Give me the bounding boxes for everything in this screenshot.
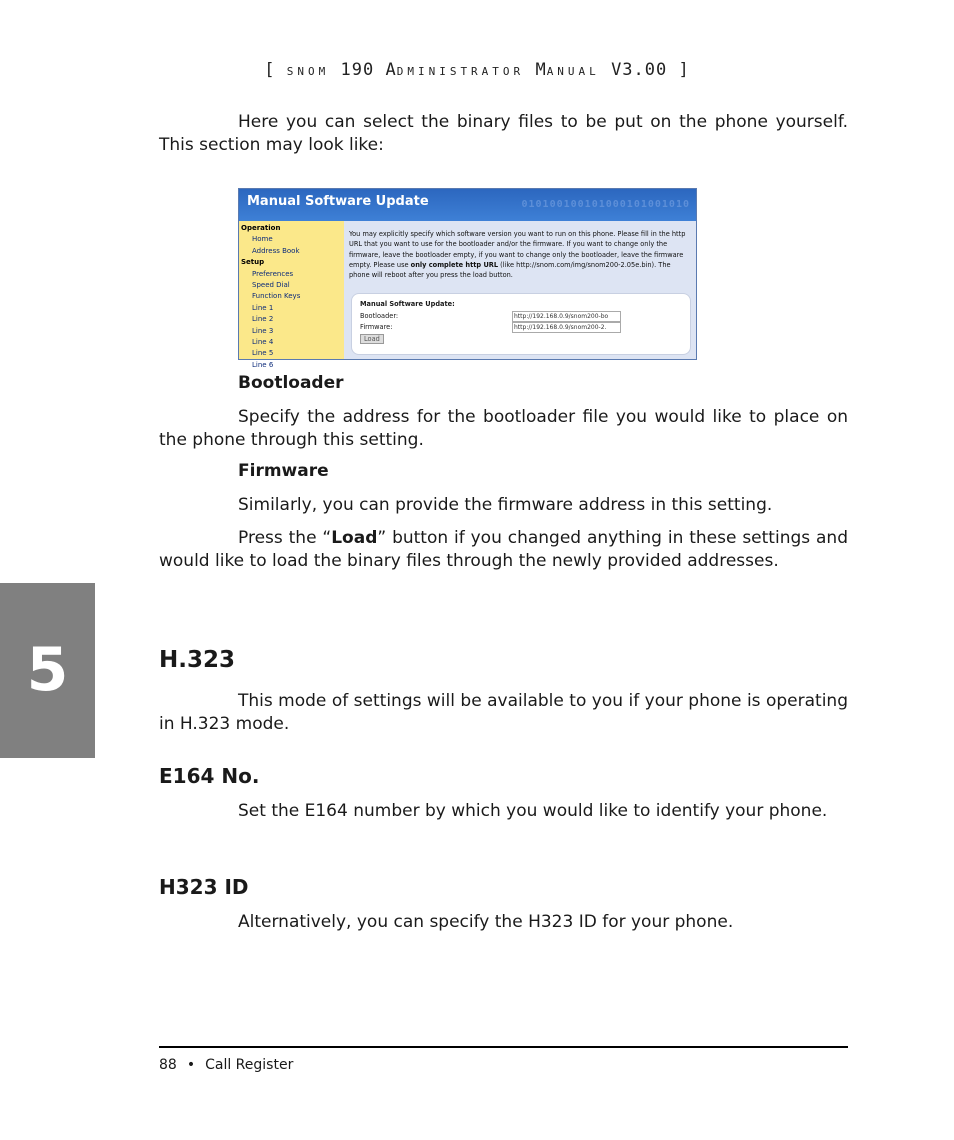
header-word-administrator: ADMINISTRATOR <box>385 60 525 80</box>
sidebar-item[interactable]: Line 1 <box>252 303 274 312</box>
binary-pattern: 010100100101000101001010 <box>521 199 690 210</box>
running-header: [ SNOM 190 ADMINISTRATOR MANUAL V3.00 ] <box>264 60 690 80</box>
h323id-heading: H323 ID <box>159 875 249 899</box>
h323id-paragraph: Alternatively, you can specify the H323 ID for your phone. <box>238 912 734 932</box>
sidebar-item[interactable]: Line 2 <box>252 315 274 324</box>
bootloader-input[interactable]: http://192.168.0.9/snom200-bo <box>512 311 621 322</box>
sidebar-group: Operation <box>241 224 281 232</box>
software-update-screenshot <box>238 188 697 369</box>
form-title: Manual Software Update: <box>360 300 455 308</box>
screenshot-sidebar <box>239 221 344 369</box>
screenshot-title: Manual Software Update <box>247 194 429 209</box>
sidebar-item[interactable]: Line 6 <box>252 360 274 369</box>
footer-section: Call Register <box>205 1057 294 1073</box>
page-footer <box>159 1057 293 1073</box>
sidebar-item[interactable]: Home <box>252 235 273 244</box>
screenshot-description: You may explicitly specify which software version you want to run on this phone. Please fill in the http URL that you want to use for the bootloader and/or the firmware. If you want to change only the firmware, leave the bootloader empty, if you want to change only the bootloader, leave the firmware empty. Please use only complete http URL (like http://snom.com/img/snom200-2.05e.bin). The phone will reboot after you press the load button. <box>349 230 686 280</box>
sidebar-item[interactable]: Line 5 <box>252 349 274 358</box>
footer-bullet: • <box>186 1057 196 1073</box>
bootloader-heading: Bootloader <box>238 373 344 393</box>
sidebar-item[interactable]: Line 4 <box>252 338 274 347</box>
firmware-label: Firmware: <box>360 323 393 331</box>
page-number: 88 <box>159 1057 177 1073</box>
screenshot-title-bar <box>239 189 696 221</box>
firmware-heading: Firmware <box>238 461 329 481</box>
h323-heading: H.323 <box>159 647 235 673</box>
sidebar-item[interactable]: Preferences <box>252 269 294 278</box>
h323-paragraph: This mode of settings will be available to you if your phone is operating in H.323 mode. <box>159 691 848 734</box>
header-word-manual: MANUAL <box>535 60 600 80</box>
intro-paragraph: Here you can select the binary files to be put on the phone yourself. This section may look like: <box>159 112 848 155</box>
sidebar-item[interactable]: Line 3 <box>252 326 274 335</box>
press-load-paragraph: Press the “Load” button if you changed anything in these settings and would like to load the binary files through the newly provided addresses. <box>159 528 848 571</box>
sidebar-group: Setup <box>241 258 265 267</box>
screenshot-form-box <box>351 293 691 355</box>
e164-paragraph: Set the E164 number by which you would like to identify your phone. <box>238 801 828 821</box>
load-button[interactable]: Load <box>360 334 384 344</box>
chapter-tab: 5 <box>0 583 95 758</box>
bootloader-label: Bootloader: <box>360 312 399 320</box>
sidebar-item[interactable]: Function Keys <box>252 292 301 301</box>
header-product: SNOM <box>286 65 330 78</box>
bootloader-paragraph: Specify the address for the bootloader file you would like to place on the phone through this setting. <box>159 407 848 450</box>
firmware-input[interactable]: http://192.168.0.9/snom200-2. <box>512 322 621 333</box>
firmware-paragraph: Similarly, you can provide the firmware address in this setting. <box>238 495 773 515</box>
footer-rule <box>159 1046 848 1048</box>
sidebar-item[interactable]: Speed Dial <box>252 281 290 290</box>
sidebar-item[interactable]: Address Book <box>252 246 300 255</box>
e164-heading: E164 No. <box>159 764 260 788</box>
